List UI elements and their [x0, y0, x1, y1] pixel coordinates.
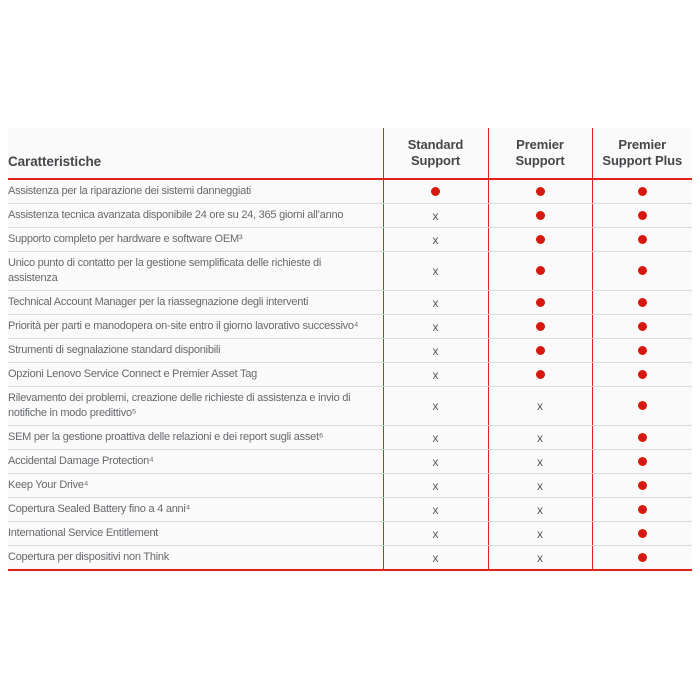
feature-label: Technical Account Manager per la riassegnazione degli interventi — [8, 291, 383, 315]
not-included-x-mark: x — [432, 232, 439, 247]
not-included-x-mark: x — [537, 478, 543, 493]
not-included-cell — [383, 498, 488, 522]
table-row — [8, 179, 692, 204]
included-cell — [488, 363, 592, 387]
not-included-cell — [488, 546, 592, 571]
not-included-x-mark: x — [432, 399, 439, 413]
included-cell — [592, 498, 692, 522]
included-dot-icon — [536, 266, 545, 275]
support-comparison-table — [8, 128, 692, 571]
table-row — [8, 546, 692, 571]
header-row — [8, 128, 692, 179]
table-row — [8, 450, 692, 474]
included-dot-icon — [638, 211, 647, 220]
not-included-cell — [488, 474, 592, 498]
included-dot-icon — [638, 298, 647, 307]
feature-label: International Service Entitlement — [8, 522, 383, 546]
included-dot-icon — [536, 211, 545, 220]
not-included-x-mark: x — [537, 399, 543, 413]
included-cell — [488, 204, 592, 228]
table-row — [8, 228, 692, 252]
not-included-cell — [383, 363, 488, 387]
feature-label: Keep Your Drive⁴ — [8, 474, 383, 498]
included-cell — [592, 363, 692, 387]
table-row — [8, 252, 692, 291]
feature-label: Priorità per parti e manodopera on-site entro il giorno lavorativo successivo⁴ — [8, 315, 383, 339]
not-included-x-mark: x — [432, 430, 439, 445]
feature-label: Copertura per dispositivi non Think — [8, 546, 383, 571]
table-row — [8, 387, 692, 426]
included-cell — [488, 179, 592, 204]
not-included-cell — [383, 522, 488, 546]
included-cell — [592, 387, 692, 426]
included-cell — [592, 252, 692, 291]
included-dot-icon — [638, 401, 647, 410]
included-dot-icon — [431, 187, 440, 196]
table-row — [8, 498, 692, 522]
included-cell — [592, 546, 692, 571]
feature-label: Copertura Sealed Battery fino a 4 anni⁴ — [8, 498, 383, 522]
not-included-cell — [488, 426, 592, 450]
not-included-x-mark: x — [537, 550, 543, 565]
feature-label: SEM per la gestione proattiva delle relazioni e dei report sugli asset⁶ — [8, 426, 383, 450]
table-row — [8, 474, 692, 498]
included-cell — [592, 450, 692, 474]
not-included-cell — [383, 546, 488, 571]
included-dot-icon — [638, 266, 647, 275]
not-included-x-mark: x — [432, 550, 439, 565]
included-dot-icon — [536, 370, 545, 379]
not-included-x-mark: x — [432, 454, 439, 469]
table-row — [8, 339, 692, 363]
included-cell — [592, 179, 692, 204]
not-included-cell — [488, 498, 592, 522]
not-included-x-mark: x — [432, 319, 439, 334]
included-dot-icon — [638, 433, 647, 442]
included-dot-icon — [638, 235, 647, 244]
table-row — [8, 291, 692, 315]
not-included-x-mark: x — [537, 430, 543, 445]
table-row — [8, 522, 692, 546]
not-included-cell — [383, 291, 488, 315]
column-header-standard-support: Standard Support — [383, 128, 488, 179]
included-dot-icon — [536, 346, 545, 355]
table-row — [8, 204, 692, 228]
not-included-cell — [383, 387, 488, 426]
not-included-x-mark: x — [537, 526, 543, 541]
table-body — [8, 179, 692, 570]
column-header-premier-support-plus: Premier Support Plus — [592, 128, 692, 179]
feature-label: Opzioni Lenovo Service Connect e Premier Asset Tag — [8, 363, 383, 387]
included-dot-icon — [638, 346, 647, 355]
table-row — [8, 426, 692, 450]
table-row — [8, 363, 692, 387]
not-included-cell — [383, 228, 488, 252]
not-included-x-mark: x — [537, 502, 543, 517]
column-header-premier-support: Premier Support — [488, 128, 592, 179]
included-dot-icon — [638, 187, 647, 196]
not-included-x-mark: x — [432, 343, 439, 358]
not-included-x-mark: x — [432, 478, 439, 493]
included-cell — [488, 291, 592, 315]
included-dot-icon — [638, 457, 647, 466]
included-dot-icon — [638, 370, 647, 379]
included-dot-icon — [638, 529, 647, 538]
not-included-x-mark: x — [432, 264, 439, 278]
not-included-cell — [488, 387, 592, 426]
not-included-cell — [383, 426, 488, 450]
not-included-cell — [383, 204, 488, 228]
feature-label: Rilevamento dei problemi, creazione delle richieste di assistenza e invio di notifiche in modo predittivo⁵ — [8, 387, 383, 426]
included-cell — [488, 339, 592, 363]
included-cell — [592, 291, 692, 315]
feature-label: Assistenza tecnica avanzata disponibile 24 ore su 24, 365 giorni all’anno — [8, 204, 383, 228]
not-included-x-mark: x — [432, 208, 439, 223]
not-included-cell — [383, 474, 488, 498]
not-included-cell — [383, 339, 488, 363]
included-cell — [592, 315, 692, 339]
included-cell — [488, 315, 592, 339]
included-cell — [592, 426, 692, 450]
included-cell — [592, 339, 692, 363]
not-included-x-mark: x — [432, 526, 439, 541]
included-cell — [383, 179, 488, 204]
included-dot-icon — [638, 481, 647, 490]
not-included-cell — [488, 522, 592, 546]
not-included-x-mark: x — [432, 502, 439, 517]
not-included-cell — [383, 252, 488, 291]
included-cell — [592, 522, 692, 546]
not-included-x-mark: x — [432, 367, 439, 382]
included-dot-icon — [638, 553, 647, 562]
not-included-x-mark: x — [537, 454, 543, 469]
included-dot-icon — [536, 235, 545, 244]
feature-label: Strumenti di segnalazione standard disponibili — [8, 339, 383, 363]
feature-label: Unico punto di contatto per la gestione semplificata delle richieste di assistenza — [8, 252, 383, 291]
included-cell — [488, 228, 592, 252]
included-dot-icon — [536, 298, 545, 307]
feature-label: Accidental Damage Protection⁴ — [8, 450, 383, 474]
included-dot-icon — [536, 187, 545, 196]
not-included-cell — [383, 450, 488, 474]
included-dot-icon — [536, 322, 545, 331]
table-row — [8, 315, 692, 339]
included-cell — [488, 252, 592, 291]
not-included-x-mark: x — [432, 295, 439, 310]
feature-label: Supporto completo per hardware e software OEM³ — [8, 228, 383, 252]
included-cell — [592, 474, 692, 498]
included-cell — [592, 204, 692, 228]
included-cell — [592, 228, 692, 252]
included-dot-icon — [638, 505, 647, 514]
not-included-cell — [383, 315, 488, 339]
feature-label: Assistenza per la riparazione dei sistemi danneggiati — [8, 179, 383, 204]
features-column-header: Caratteristiche — [8, 128, 383, 179]
included-dot-icon — [638, 322, 647, 331]
not-included-cell — [488, 450, 592, 474]
